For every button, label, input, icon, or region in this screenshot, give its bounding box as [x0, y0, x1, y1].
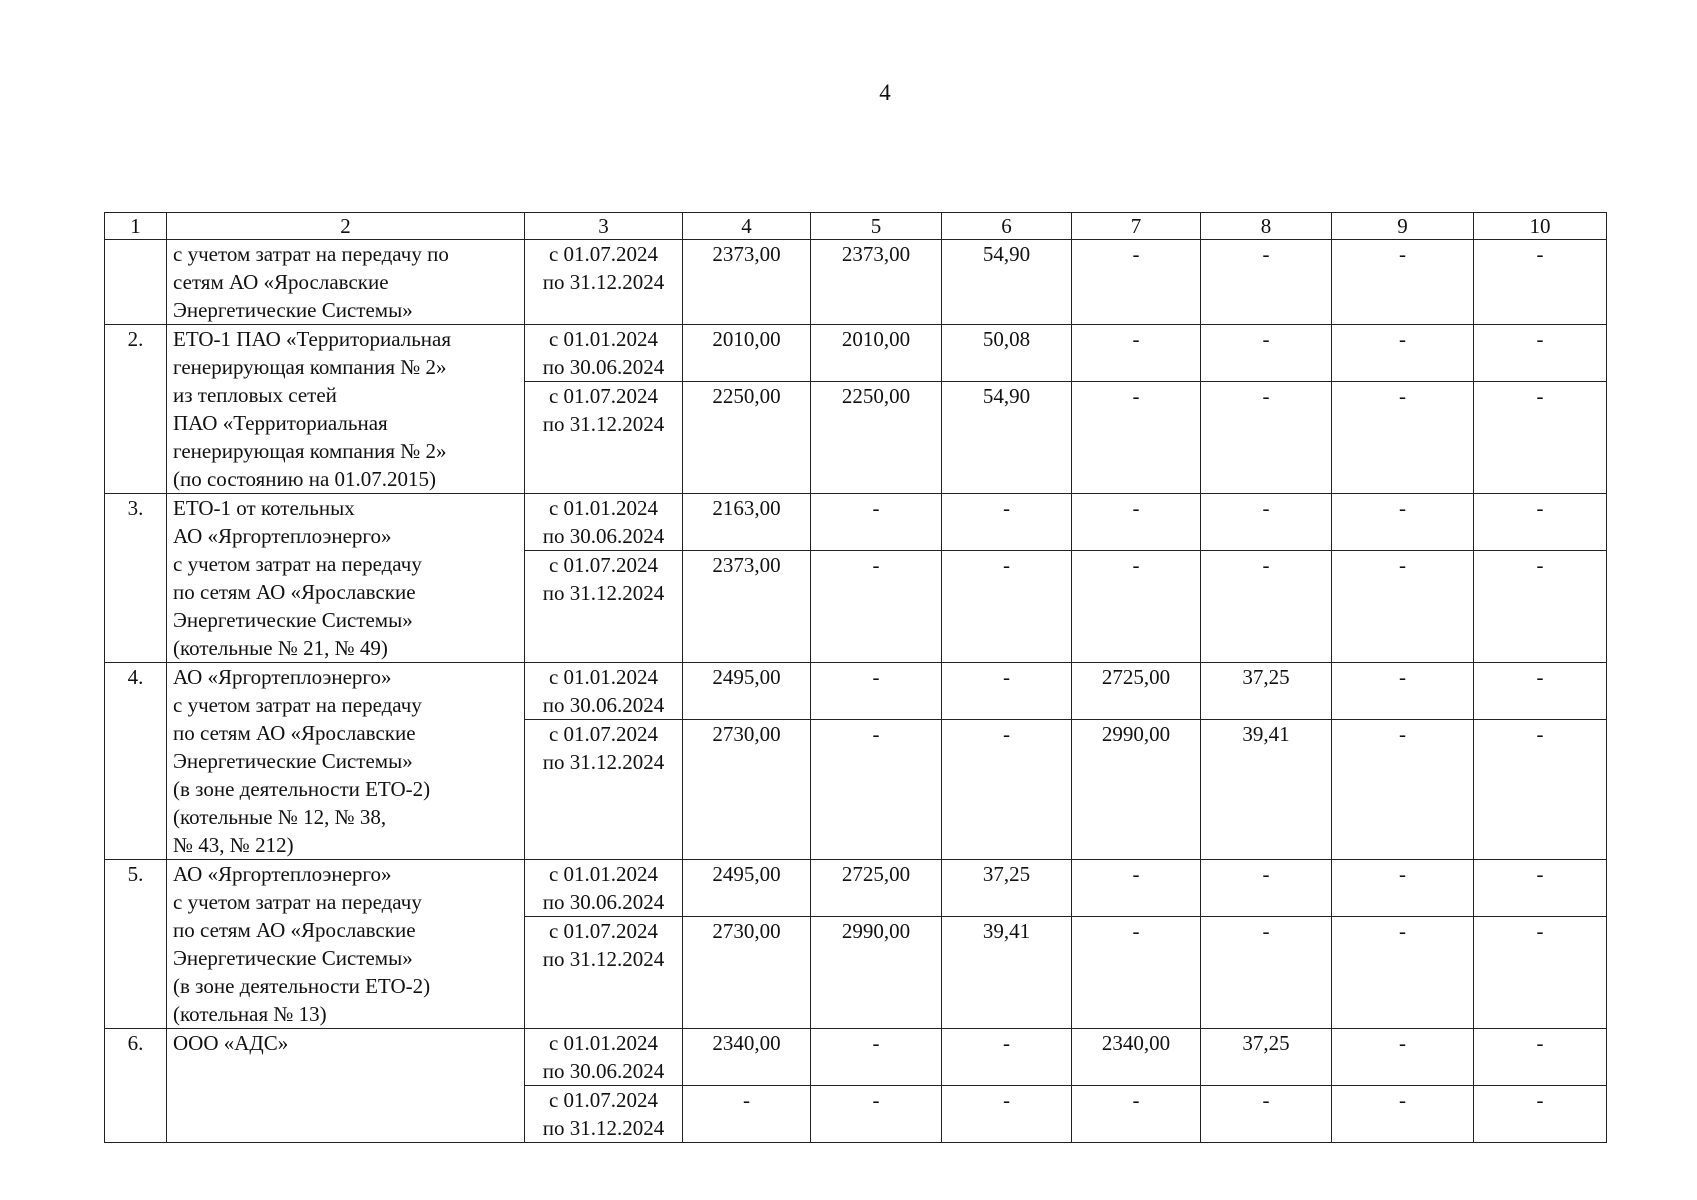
value-cell-col-9: - [1332, 551, 1474, 663]
value-cell-col-4: 2730,00 [683, 720, 811, 860]
table-row [105, 240, 1607, 325]
value-cell-col-4: 2373,00 [683, 551, 811, 663]
value-cell-col-6: 39,41 [942, 917, 1072, 1029]
value-cell-col-10: - [1474, 860, 1607, 917]
value-cell-col-4: - [683, 1086, 811, 1143]
period-cell: с 01.01.2024 по 30.06.2024 [525, 494, 683, 551]
row-number-cell: 3. [105, 494, 167, 663]
value-cell-col-4: 2495,00 [683, 663, 811, 720]
column-header: 1 [105, 213, 167, 240]
value-cell-col-7: 2340,00 [1072, 1029, 1201, 1086]
column-header: 8 [1201, 213, 1332, 240]
organization-name-cell: ЕТО-1 ПАО «Территориальная генерирующая компания № 2» из тепловых сетей ПАО «Территориальная генерирующая компания № 2» (по состоянию на 01.07.2015) [167, 325, 525, 494]
value-cell-col-5: - [811, 663, 942, 720]
value-cell-col-7: - [1072, 551, 1201, 663]
value-cell-col-7: 2990,00 [1072, 720, 1201, 860]
value-cell-col-10: - [1474, 917, 1607, 1029]
period-cell: с 01.07.2024 по 31.12.2024 [525, 240, 683, 325]
period-cell: с 01.01.2024 по 30.06.2024 [525, 325, 683, 382]
value-cell-col-7: - [1072, 382, 1201, 494]
table-row [105, 494, 1607, 551]
period-cell: с 01.01.2024 по 30.06.2024 [525, 1029, 683, 1086]
column-header: 10 [1474, 213, 1607, 240]
value-cell-col-4: 2373,00 [683, 240, 811, 325]
value-cell-col-7: - [1072, 860, 1201, 917]
table-body [105, 240, 1607, 1143]
value-cell-col-5: 2010,00 [811, 325, 942, 382]
column-number-row [105, 213, 1607, 240]
value-cell-col-8: - [1201, 551, 1332, 663]
value-cell-col-9: - [1332, 860, 1474, 917]
value-cell-col-6: - [942, 663, 1072, 720]
tariff-table [104, 212, 1607, 1143]
column-header: 3 [525, 213, 683, 240]
organization-name-cell: с учетом затрат на передачу по сетям АО «Ярославские Энергетические Системы» [167, 240, 525, 325]
value-cell-col-9: - [1332, 720, 1474, 860]
value-cell-col-10: - [1474, 494, 1607, 551]
value-cell-col-4: 2495,00 [683, 860, 811, 917]
value-cell-col-10: - [1474, 240, 1607, 325]
value-cell-col-5: - [811, 1086, 942, 1143]
value-cell-col-8: - [1201, 1086, 1332, 1143]
value-cell-col-5: - [811, 1029, 942, 1086]
table-row [105, 860, 1607, 917]
value-cell-col-6: 54,90 [942, 382, 1072, 494]
column-header: 7 [1072, 213, 1201, 240]
value-cell-col-7: - [1072, 325, 1201, 382]
row-number-cell: 6. [105, 1029, 167, 1143]
value-cell-col-6: - [942, 494, 1072, 551]
value-cell-col-6: - [942, 1086, 1072, 1143]
value-cell-col-10: - [1474, 1029, 1607, 1086]
value-cell-col-4: 2010,00 [683, 325, 811, 382]
period-cell: с 01.07.2024 по 31.12.2024 [525, 720, 683, 860]
period-cell: с 01.07.2024 по 31.12.2024 [525, 551, 683, 663]
value-cell-col-5: 2725,00 [811, 860, 942, 917]
value-cell-col-7: - [1072, 240, 1201, 325]
row-number-cell: 2. [105, 325, 167, 494]
value-cell-col-10: - [1474, 720, 1607, 860]
value-cell-col-4: 2163,00 [683, 494, 811, 551]
value-cell-col-7: - [1072, 1086, 1201, 1143]
value-cell-col-9: - [1332, 325, 1474, 382]
value-cell-col-5: - [811, 494, 942, 551]
value-cell-col-5: - [811, 720, 942, 860]
value-cell-col-5: 2250,00 [811, 382, 942, 494]
value-cell-col-6: 37,25 [942, 860, 1072, 917]
value-cell-col-8: - [1201, 382, 1332, 494]
column-header: 4 [683, 213, 811, 240]
row-number-cell: 4. [105, 663, 167, 860]
organization-name-cell: АО «Яргортеплоэнерго» с учетом затрат на передачу по сетям АО «Ярославские Энергетические Системы» (в зоне деятельности ЕТО-2) (котельные № 12, № 38, № 43, № 212) [167, 663, 525, 860]
value-cell-col-8: - [1201, 860, 1332, 917]
value-cell-col-4: 2250,00 [683, 382, 811, 494]
organization-name-cell: АО «Яргортеплоэнерго» с учетом затрат на передачу по сетям АО «Ярославские Энергетические Системы» (в зоне деятельности ЕТО-2) (котельная № 13) [167, 860, 525, 1029]
column-header: 2 [167, 213, 525, 240]
organization-name-cell: ЕТО-1 от котельных АО «Яргортеплоэнерго» с учетом затрат на передачу по сетям АО «Ярославские Энергетические Системы» (котельные № 21, № 49) [167, 494, 525, 663]
value-cell-col-9: - [1332, 1029, 1474, 1086]
period-cell: с 01.07.2024 по 31.12.2024 [525, 382, 683, 494]
organization-name-cell: ООО «АДС» [167, 1029, 525, 1143]
value-cell-col-8: 37,25 [1201, 663, 1332, 720]
period-cell: с 01.07.2024 по 31.12.2024 [525, 917, 683, 1029]
value-cell-col-6: 50,08 [942, 325, 1072, 382]
value-cell-col-10: - [1474, 551, 1607, 663]
column-header: 5 [811, 213, 942, 240]
column-header: 6 [942, 213, 1072, 240]
value-cell-col-9: - [1332, 1086, 1474, 1143]
value-cell-col-9: - [1332, 494, 1474, 551]
value-cell-col-8: - [1201, 917, 1332, 1029]
value-cell-col-9: - [1332, 240, 1474, 325]
value-cell-col-8: - [1201, 325, 1332, 382]
value-cell-col-5: 2990,00 [811, 917, 942, 1029]
table-row [105, 1029, 1607, 1086]
row-number-cell: 5. [105, 860, 167, 1029]
column-header: 9 [1332, 213, 1474, 240]
value-cell-col-4: 2340,00 [683, 1029, 811, 1086]
row-number-cell [105, 240, 167, 325]
value-cell-col-7: 2725,00 [1072, 663, 1201, 720]
table-row [105, 663, 1607, 720]
value-cell-col-4: 2730,00 [683, 917, 811, 1029]
value-cell-col-6: - [942, 551, 1072, 663]
value-cell-col-7: - [1072, 917, 1201, 1029]
value-cell-col-9: - [1332, 917, 1474, 1029]
period-cell: с 01.01.2024 по 30.06.2024 [525, 663, 683, 720]
value-cell-col-7: - [1072, 494, 1201, 551]
value-cell-col-10: - [1474, 325, 1607, 382]
value-cell-col-10: - [1474, 663, 1607, 720]
value-cell-col-9: - [1332, 382, 1474, 494]
value-cell-col-8: - [1201, 494, 1332, 551]
value-cell-col-9: - [1332, 663, 1474, 720]
page-number: 4 [879, 80, 891, 105]
value-cell-col-8: 39,41 [1201, 720, 1332, 860]
value-cell-col-10: - [1474, 382, 1607, 494]
value-cell-col-5: 2373,00 [811, 240, 942, 325]
value-cell-col-10: - [1474, 1086, 1607, 1143]
value-cell-col-8: 37,25 [1201, 1029, 1332, 1086]
value-cell-col-6: 54,90 [942, 240, 1072, 325]
period-cell: с 01.07.2024 по 31.12.2024 [525, 1086, 683, 1143]
value-cell-col-6: - [942, 720, 1072, 860]
period-cell: с 01.01.2024 по 30.06.2024 [525, 860, 683, 917]
value-cell-col-5: - [811, 551, 942, 663]
value-cell-col-8: - [1201, 240, 1332, 325]
table-row [105, 325, 1607, 382]
value-cell-col-6: - [942, 1029, 1072, 1086]
